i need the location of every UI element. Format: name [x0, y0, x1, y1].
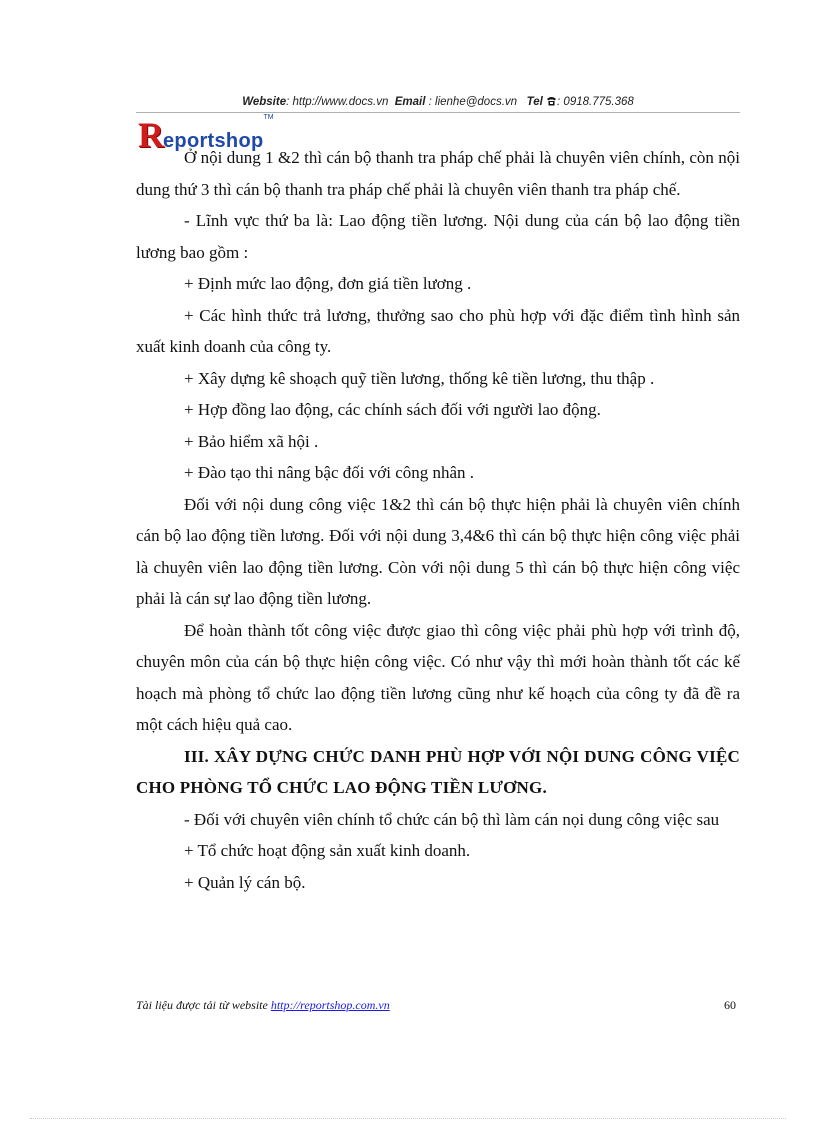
section-heading: III. XÂY DỰNG CHỨC DANH PHÙ HỢP VỚI NỘI DUNG CÔNG VIỆC CHO PHÒNG TỔ CHỨC LAO ĐỘNG TIỀN LƯƠNG.	[136, 746, 740, 797]
header-divider	[136, 112, 740, 113]
bullet-8: + Quản lý cán bộ.	[184, 872, 306, 892]
logo-text: eportshop	[163, 130, 264, 152]
bullet-2: + Các hình thức trả lương, thưởng sao cho phù hợp với đặc điểm tình hình sản xuất kinh doanh của công ty.	[136, 305, 740, 356]
page-number: 60	[724, 998, 736, 1012]
paragraph-5: - Đối với chuyên viên chính tổ chức cán bộ thì làm cán nọi dung công việc sau	[184, 809, 720, 829]
paragraph-3: Đối với nội dung công việc 1&2 thì cán bộ thực hiện phải là chuyên viên chính cán bộ lao động tiền lương. Đối với nội dung 3,4&6 thì cán bộ thực hiện công việc phải là chuyên viên lao động tiền lương. Còn với nội dung 5 thì cán bộ thực hiện công việc phải là cán sự lao động tiền lương.	[136, 494, 740, 608]
bullet-6: + Đào tạo thi nâng bậc đối với công nhân .	[184, 463, 475, 482]
website-value[interactable]: : http://www.docs.vn	[286, 96, 389, 108]
bullet-4: + Hợp đồng lao động, các chính sách đối với người lao động.	[184, 400, 601, 419]
email-value[interactable]: : lienhe@docs.vn	[428, 96, 518, 108]
footer-link[interactable]: http://reportshop.com.vn	[270, 998, 390, 1012]
paragraph-1: Ở nội dung 1 &2 thì cán bộ thanh tra pháp chế phải là chuyên viên chính, còn nội dung thứ 3 thì cán bộ thanh tra pháp chế phải là chuyên viên thanh tra pháp chế.	[136, 148, 740, 199]
bullet-7: + Tổ chức hoạt động sản xuất kinh doanh.	[184, 841, 471, 860]
footer-text: Tài liệu được tải từ website	[136, 998, 271, 1012]
tel-value: : 0918.775.368	[557, 96, 634, 108]
page-bottom-border	[30, 1118, 786, 1119]
logo-trademark: TM	[263, 114, 274, 121]
page-footer	[136, 998, 740, 1013]
phone-icon	[546, 96, 557, 108]
paragraph-4: Để hoàn thành tốt công việc được giao thì công việc phải phù hợp với trình độ, chuyên môn của cán bộ thực hiện công việc. Có như vậy thì mới hoàn thành tốt các kế hoạch mà phòng tổ chức lao động tiền lương cũng như kế hoạch của công ty đã đề ra một cách hiệu quả cao.	[136, 620, 740, 734]
tel-label: Tel	[526, 96, 543, 108]
email-label: Email	[394, 96, 426, 108]
page-header	[136, 96, 740, 108]
bullet-1: + Định mức lao động, đơn giá tiền lương .	[184, 274, 472, 293]
bullet-5: + Bảo hiểm xã hội .	[184, 431, 319, 451]
bullet-3: + Xây dựng kê shoạch quỹ tiền lương, thống kê tiền lương, thu thập .	[184, 368, 655, 388]
website-label: Website	[242, 96, 287, 108]
document-body	[136, 142, 740, 898]
logo-initial: R	[138, 115, 163, 155]
paragraph-2: - Lĩnh vực thứ ba là: Lao động tiền lương. Nội dung của cán bộ lao động tiền lương bao gồm :	[136, 211, 740, 262]
